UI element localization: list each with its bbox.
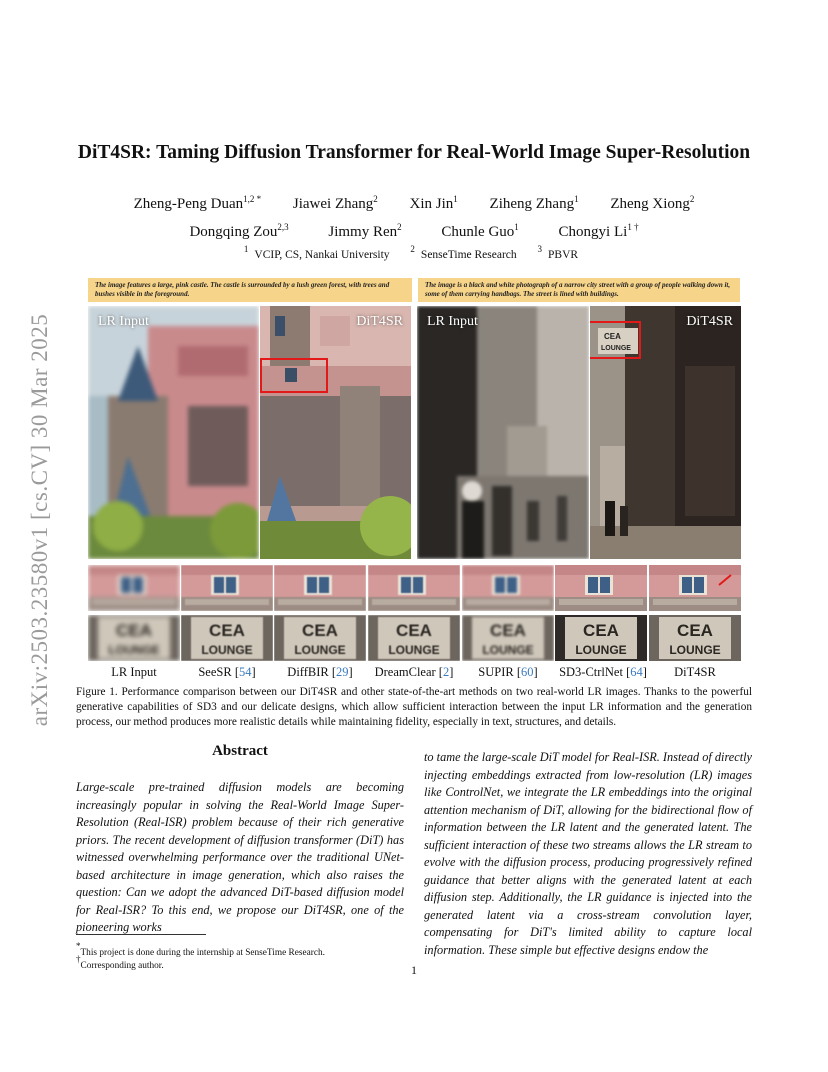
- page-number: 1: [411, 963, 417, 977]
- sign-line-2: LOUNGE: [294, 643, 346, 657]
- method-label: DiffBIR [29]: [287, 665, 353, 679]
- sign-crop: [649, 615, 741, 661]
- citation-link[interactable]: 2: [442, 665, 450, 679]
- sign-line-2: LOUNGE: [482, 643, 534, 657]
- sign-lounge: LOUNGE: [601, 345, 631, 352]
- left-prompt: The image features a large, pink castle. The castle is surrounded by a lush green forest, with trees and bushes visible in the foreground.: [88, 278, 412, 302]
- citation-link[interactable]: 60: [521, 665, 534, 679]
- sign-line-1: CEA: [209, 621, 245, 640]
- arxiv-id: arXiv:2503.23580v1 [cs.CV] 30 Mar 2025: [27, 313, 52, 727]
- affiliation: $^1$ VCIP, CS, Nankai University: [243, 244, 390, 261]
- castle-lr-image: [88, 306, 259, 559]
- castle-crop: [88, 565, 180, 611]
- method-label: SeeSR [54]: [198, 665, 256, 679]
- highlight-box: [260, 358, 328, 393]
- castle-crop: [368, 565, 460, 611]
- sign-crop: [274, 615, 366, 661]
- sign-line-1: CEA: [396, 621, 432, 640]
- highlight-box: [590, 321, 641, 359]
- sign-line-1: CEA: [583, 621, 619, 640]
- sign-line-2: LOUNGE: [388, 643, 440, 657]
- panel-label-dit4sr: DiT4SR: [356, 314, 403, 329]
- method-label: DreamClear [2]: [374, 665, 454, 679]
- affiliation: $^2$ SenseTime Research: [410, 244, 517, 261]
- arxiv-stamp: [22, 280, 58, 760]
- footnote-rule: [76, 934, 206, 935]
- citation-link[interactable]: 29: [336, 665, 349, 679]
- castle-crop: [274, 565, 366, 611]
- authors-row-1: [60, 194, 768, 213]
- author: Zheng Xiong$^2$: [610, 194, 695, 212]
- sign-crop: [368, 615, 460, 661]
- citation-link[interactable]: 54: [238, 665, 252, 679]
- figure-caption: Figure 1. Performance comparison between our DiT4SR and other state-of-the-art methods on two real-world LR images. Thanks to the powerful generative capabilities of SD3 and our delicate designs, which allow sufficient interaction between the input LR information and the generation process, our method produces more realistic details while maintaining fidelity, especially in text, structures, and details.: [76, 686, 752, 728]
- author: Dongqing Zou$^{2,3}$: [189, 222, 289, 240]
- author: Chongyi $Li^{1 \dagger}$: [558, 222, 639, 240]
- author: Ziheng Zhang$^1$: [489, 194, 579, 212]
- sign-line-2: LOUNGE: [669, 643, 721, 657]
- sign-line-1: CEA: [490, 621, 526, 640]
- abstract-text-right: to tame the large-scale DiT model for Real-ISR. Instead of directly injecting embeddings extracted from low-resolution (LR) images like ControlNet, we integrate the LR embeddings into the original attention mechanism of DiT, allowing for the bidirectional flow of information between the LR latent and the generated latent. The sufficient interaction of these two streams allows the LR stream to evolve with the diffusion process, producing progressively refined guidance that better aligns with the generated latent at each diffusion step. Additionally, the LR guidance is injected into the generated latent via a cross-stream convolution layer, compensating for DiT's limited ability to capture local information. These simple but effective designs endow the: [424, 750, 752, 957]
- sign-line-1: CEA: [302, 621, 338, 640]
- castle-dit4sr-image: [260, 306, 411, 559]
- sign-line-2: LOUNGE: [201, 643, 253, 657]
- castle-crop: [462, 565, 554, 611]
- panel-label-dit4sr: DiT4SR: [686, 314, 733, 329]
- right-prompt: The image is a black and white photograph of a narrow city street with a group of people walking down it, some of them carrying handbags. The street is lined with buildings.: [418, 278, 740, 302]
- method-label: DiT4SR: [674, 665, 716, 679]
- castle-crop: [555, 565, 647, 611]
- castle-crop: [181, 565, 273, 611]
- author: Jimmy Ren$^2$: [328, 222, 402, 240]
- sign-line-1: CEA: [116, 621, 152, 640]
- affiliations: [60, 244, 768, 261]
- sign-line-2: LOUNGE: [108, 643, 160, 657]
- author: Zheng-Peng Duan$^{1,2 *}$: [133, 194, 262, 212]
- method-label: SD3-CtrlNet [64]: [559, 665, 647, 679]
- sign-crop: [181, 615, 273, 661]
- sign-line-1: CEA: [677, 621, 713, 640]
- castle-crop: [649, 565, 741, 611]
- affiliation: $^3$ PBVR: [537, 244, 579, 261]
- sign-crop: [462, 615, 554, 661]
- abstract-heading: Abstract: [212, 743, 268, 759]
- author: Jiawei Zhang$^2$: [292, 194, 378, 212]
- citation-link[interactable]: 64: [630, 665, 643, 679]
- author: Chunle Guo$^1$: [441, 222, 519, 240]
- abstract-text-left: Large-scale pre-trained diffusion models are becoming increasingly popular in solving the Real-World Image Super-Resolution (Real-ISR) problem because of their rich generative priors. The recent development of diffusion transformer (DiT) has witnessed overwhelming performance over the traditional UNet-based architecture in image generation, which also raises the question: Can we adopt the advanced DiT-based diffusion model for Real-ISR? To this end, we propose our DiT4SR, one of the pioneering works: [76, 780, 404, 934]
- footnote: *This project is done during the internship at SenseTime Research.: [76, 941, 325, 958]
- sign-cea: CEA: [604, 332, 621, 341]
- method-label: SUPIR [60]: [478, 665, 538, 679]
- panel-label-lr: LR Input: [427, 314, 478, 329]
- method-label: LR Input: [111, 665, 157, 679]
- panel-label-lr: LR Input: [98, 314, 149, 329]
- sign-crop: [555, 615, 647, 661]
- author: Xin Jin$^1$: [409, 194, 458, 212]
- paper-title: DiT4SR: Taming Diffusion Transformer for Real-World Image Super-Resolution: [77, 142, 751, 163]
- footnote: †Corresponding author.: [76, 954, 164, 971]
- authors-row-2: [60, 222, 768, 241]
- sign-crop: [88, 615, 180, 661]
- sign-line-2: LOUNGE: [575, 643, 627, 657]
- street-lr-image: [417, 306, 589, 559]
- street-dit4sr-image: [590, 306, 741, 559]
